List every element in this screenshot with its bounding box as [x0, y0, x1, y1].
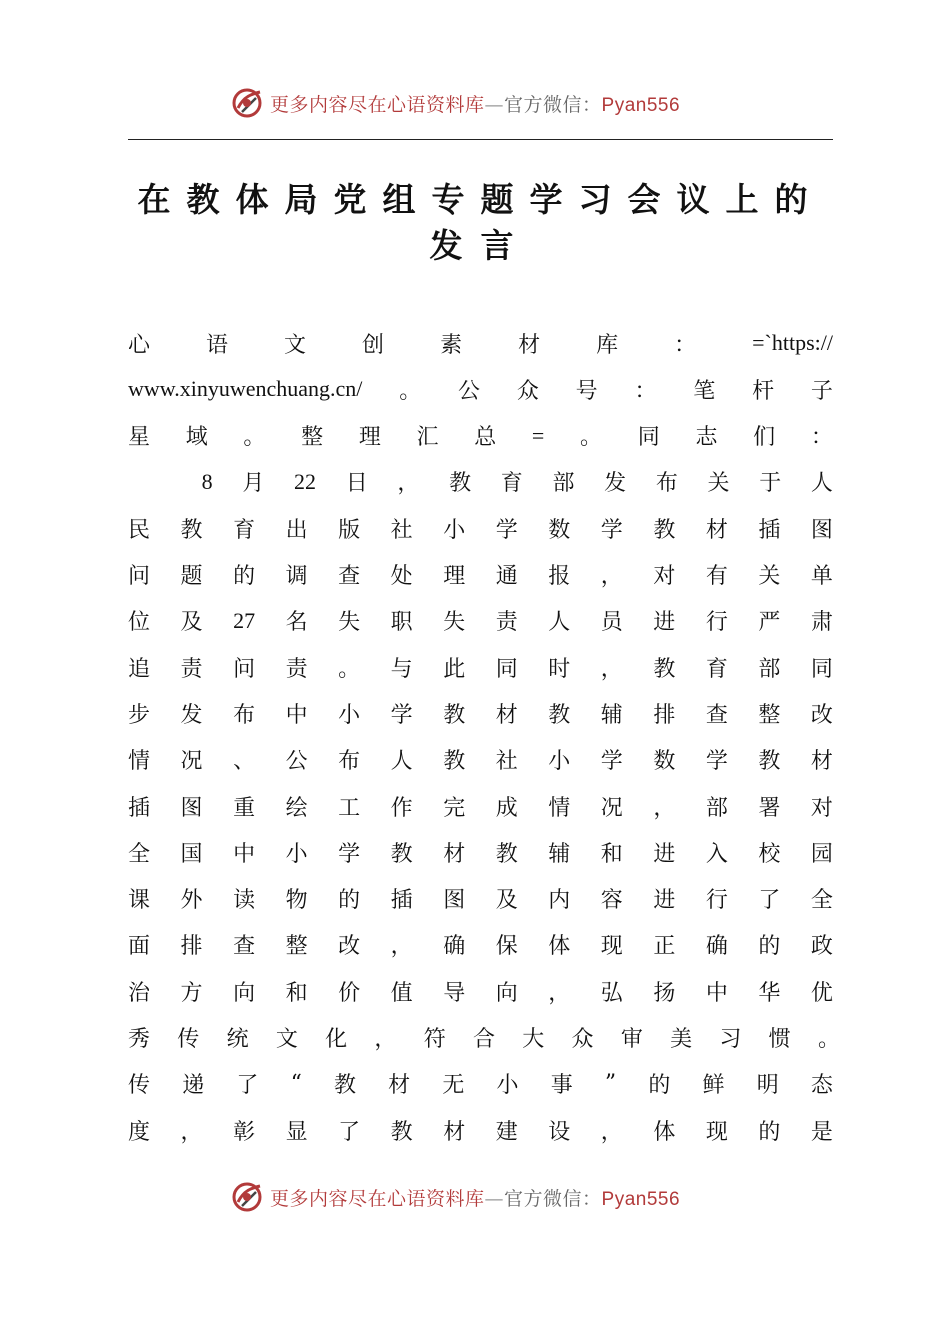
- body-char: 。: [243, 425, 266, 451]
- body-line: [128, 829, 833, 875]
- body-char: 况: [180, 749, 203, 775]
- body-char: =`https://: [752, 330, 833, 355]
- body-line: [128, 876, 833, 922]
- body-char: 发: [604, 471, 627, 497]
- body-char: 星: [128, 425, 151, 451]
- body-char: 。: [338, 656, 361, 682]
- body-char: 。: [580, 425, 603, 451]
- body-char: 无: [442, 1073, 465, 1099]
- body-char: 文: [284, 332, 307, 358]
- body-char: ，: [390, 934, 413, 960]
- body-char: 步: [128, 702, 151, 728]
- body-char: 域: [185, 425, 208, 451]
- body-char: 园: [810, 841, 833, 867]
- body-char: 大: [522, 1027, 545, 1052]
- body-char: 理: [358, 425, 381, 451]
- body-char: 值: [390, 980, 413, 1006]
- body-char: 、: [233, 749, 256, 775]
- body-char: 体: [548, 934, 571, 960]
- body-char: 杆: [752, 378, 775, 404]
- header-site-text: 更多内容尽在心语资料库: [270, 94, 485, 116]
- body-char: 递: [182, 1073, 205, 1099]
- body-char: 小: [338, 702, 361, 728]
- body-char: 数: [653, 749, 676, 775]
- body-line: [128, 366, 833, 412]
- body-char: 素: [440, 332, 463, 358]
- body-char: 部: [552, 471, 575, 497]
- body-char: 库: [596, 332, 619, 358]
- body-char: 情: [128, 749, 151, 775]
- body-char: 校: [758, 841, 781, 867]
- body-char: 事: [550, 1073, 573, 1099]
- body-char: 情: [548, 795, 571, 821]
- body-char: 成: [495, 795, 518, 821]
- body-char: 小: [496, 1073, 519, 1099]
- body-line: [128, 1107, 833, 1153]
- body-char: www.xinyuwenchuang.cn/: [128, 376, 363, 402]
- footer-wechat-label: 官方微信：: [504, 1188, 602, 1210]
- body-char: 鲜: [702, 1073, 725, 1099]
- body-char: 总: [474, 425, 497, 451]
- body-char: 单: [810, 564, 833, 589]
- body-char: “: [290, 1071, 302, 1097]
- body-char: 材: [810, 749, 833, 775]
- body-char: 统: [226, 1027, 249, 1052]
- body-char: 教: [758, 749, 781, 775]
- footer-site-text: 更多内容尽在心语资料库: [270, 1188, 485, 1210]
- body-char: 严: [758, 610, 781, 636]
- body-char: 审: [620, 1027, 643, 1052]
- brand-logo-icon: [230, 86, 266, 120]
- body-char: 语: [206, 332, 229, 358]
- body-char: 人: [810, 471, 833, 497]
- body-char: 现: [600, 934, 623, 960]
- body-char: 向: [233, 980, 256, 1006]
- body-char: 中: [705, 980, 728, 1006]
- body-char: 建: [495, 1119, 518, 1145]
- body-char: 全: [810, 888, 833, 914]
- body-char: 号: [575, 378, 598, 404]
- body-char: 有: [705, 564, 728, 589]
- body-char: 问: [233, 656, 256, 682]
- body-char: 责: [495, 610, 518, 636]
- body-char: 改: [810, 702, 833, 728]
- body-char: 出: [285, 517, 308, 543]
- body-char: 材: [443, 841, 466, 867]
- body-char: 教: [495, 841, 518, 867]
- body-char: 报: [548, 564, 571, 589]
- body-line: [128, 552, 833, 598]
- body-char: 追: [128, 656, 151, 682]
- body-char: 现: [705, 1119, 728, 1145]
- body-line: [128, 505, 833, 551]
- body-char: 同: [810, 656, 833, 682]
- body-char: 面: [128, 934, 151, 960]
- header-banner: [0, 82, 950, 122]
- body-char: 图: [443, 888, 466, 914]
- body-char: 公: [458, 378, 481, 404]
- body-line: [128, 459, 833, 505]
- body-char: 署: [758, 795, 781, 821]
- body-char: 辅: [548, 841, 571, 867]
- body-char: 理: [443, 564, 466, 589]
- body-char: 和: [600, 841, 623, 867]
- body-char: 教: [449, 471, 472, 497]
- body-char: 了: [758, 888, 781, 914]
- body-char: 调: [285, 564, 308, 589]
- body-char: 习: [719, 1027, 742, 1052]
- body-char: 汇: [416, 425, 439, 451]
- body-char: 查: [338, 564, 361, 589]
- body-char: 月: [242, 471, 265, 497]
- body-char: 治: [128, 980, 151, 1006]
- body-char: 关: [707, 471, 730, 497]
- body-char: 课: [128, 888, 151, 914]
- body-char: 整: [758, 702, 781, 728]
- body-char: 小: [548, 749, 571, 775]
- body-char: 查: [233, 934, 256, 960]
- body-char: 志: [695, 425, 718, 451]
- body-char: 失: [338, 610, 361, 636]
- body-char: 优: [810, 980, 833, 1006]
- body-char: ，: [600, 1119, 623, 1145]
- body-char: 心: [128, 332, 151, 358]
- body-char: 容: [600, 888, 623, 914]
- body-line: [128, 737, 833, 783]
- body-char: 了: [236, 1073, 259, 1099]
- body-char: ，: [180, 1119, 203, 1145]
- body-char: 排: [653, 702, 676, 728]
- body-char: 责: [180, 656, 203, 682]
- body-char: 。: [399, 378, 422, 404]
- body-char: 行: [705, 888, 728, 914]
- body-char: 教: [390, 1119, 413, 1145]
- body-char: 员: [600, 610, 623, 636]
- body-char: 学: [600, 749, 623, 775]
- document-title-line-2: 发言: [429, 226, 532, 265]
- body-char: ，: [397, 471, 420, 497]
- body-char: 材: [518, 332, 541, 358]
- body-line: [128, 413, 833, 459]
- body-char: 中: [285, 702, 308, 728]
- body-char: 育: [500, 471, 523, 497]
- body-char: 处: [390, 564, 413, 589]
- body-char: 度: [128, 1119, 151, 1145]
- body-char: 整: [301, 425, 324, 451]
- body-char: 学: [495, 517, 518, 543]
- body-char: 教: [548, 702, 571, 728]
- body-char: 于: [759, 471, 782, 497]
- body-char: ，: [548, 980, 571, 1006]
- body-char: 题: [180, 564, 203, 589]
- body-char: 化: [325, 1027, 348, 1052]
- body-char: ：: [810, 425, 833, 451]
- body-char: 美: [670, 1027, 693, 1052]
- body-char: 失: [443, 610, 466, 636]
- body-char: 教: [443, 702, 466, 728]
- body-char: 们: [753, 425, 776, 451]
- body-char: 重: [233, 795, 256, 821]
- body-char: 显: [285, 1119, 308, 1145]
- body-line: [128, 644, 833, 690]
- body-char: 版: [338, 517, 361, 543]
- body-char: 进: [653, 610, 676, 636]
- body-char: 保: [495, 934, 518, 960]
- body-char: 公: [285, 749, 308, 775]
- body-char: 众: [571, 1027, 594, 1052]
- body-char: 时: [548, 656, 571, 682]
- body-char: 完: [443, 795, 466, 821]
- body-char: 进: [653, 888, 676, 914]
- body-char: 材: [388, 1073, 411, 1099]
- body-char: 对: [810, 795, 833, 821]
- body-char: 排: [180, 934, 203, 960]
- body-char: 社: [390, 517, 413, 543]
- body-char: 同: [637, 425, 660, 451]
- body-char: 图: [180, 795, 203, 821]
- body-line: [128, 968, 833, 1014]
- body-char: 教: [653, 517, 676, 543]
- body-char: 及: [180, 610, 203, 636]
- body-char: 入: [705, 841, 728, 867]
- body-char: =: [531, 422, 545, 448]
- body-char: 子: [810, 378, 833, 404]
- body-char: 教: [180, 517, 203, 543]
- body-char: 与: [390, 656, 413, 682]
- body-char: 了: [338, 1119, 361, 1145]
- body-char: ，: [653, 795, 676, 821]
- body-char: 问: [128, 564, 151, 589]
- body-char: 合: [472, 1027, 495, 1052]
- body-char: 整: [285, 934, 308, 960]
- body-char: 插: [128, 795, 151, 821]
- body-char: ：: [674, 332, 697, 358]
- body-char: 部: [758, 656, 781, 682]
- header-divider: [128, 139, 833, 140]
- brand-logo-icon: [230, 1180, 266, 1214]
- body-line: [128, 598, 833, 644]
- body-char: 布: [338, 749, 361, 775]
- body-char: 进: [653, 841, 676, 867]
- body-char: 国: [180, 841, 203, 867]
- body-line: [128, 320, 833, 366]
- body-char: 民: [128, 517, 151, 543]
- body-char: 方: [180, 980, 203, 1006]
- body-char: 确: [705, 934, 728, 960]
- body-char: 辅: [600, 702, 623, 728]
- body-char: 同: [495, 656, 518, 682]
- body-char: 职: [390, 610, 413, 636]
- body-char: 政: [810, 934, 833, 960]
- body-line: [128, 690, 833, 736]
- body-char: 弘: [600, 980, 623, 1006]
- body-char: 育: [705, 656, 728, 682]
- body-char: 笔: [693, 378, 716, 404]
- body-char: 学: [390, 702, 413, 728]
- body-char: 秀: [128, 1027, 151, 1052]
- body-char: 外: [180, 888, 203, 914]
- body-char: 价: [338, 980, 361, 1006]
- body-char: 材: [495, 702, 518, 728]
- header-wechat-label: 官方微信：: [504, 94, 602, 116]
- body-char: 教: [390, 841, 413, 867]
- body-char: 及: [495, 888, 518, 914]
- body-char: ”: [604, 1071, 617, 1097]
- body-char: 导: [443, 980, 466, 1006]
- body-char: 育: [233, 517, 256, 543]
- body-line: [128, 1061, 833, 1107]
- body-char: 学: [705, 749, 728, 775]
- body-char: 的: [233, 564, 256, 589]
- body-char: 是: [810, 1119, 833, 1145]
- body-char: 彰: [233, 1119, 256, 1145]
- body-char: 教: [443, 749, 466, 775]
- body-char: 。: [817, 1027, 840, 1052]
- body-char: 和: [285, 980, 308, 1006]
- body-char: 学: [338, 841, 361, 867]
- body-char: 8: [201, 468, 213, 494]
- body-char: 读: [233, 888, 256, 914]
- body-char: 教: [653, 656, 676, 682]
- body-char: 体: [653, 1119, 676, 1145]
- body-char: 图: [810, 517, 833, 543]
- body-char: 插: [758, 517, 781, 543]
- body-char: 作: [390, 795, 413, 821]
- body-char: 学: [600, 517, 623, 543]
- body-char: 设: [548, 1119, 571, 1145]
- body-char: 正: [653, 934, 676, 960]
- body-char: 全: [128, 841, 151, 867]
- body-char: 中: [233, 841, 256, 867]
- body-char: 传: [177, 1027, 200, 1052]
- body-line: [128, 922, 833, 968]
- body-char: 的: [758, 934, 781, 960]
- body-char: 关: [758, 564, 781, 589]
- footer-banner-text: [270, 1184, 680, 1211]
- header-wechat-id: Pyan556: [601, 95, 681, 116]
- body-char: 扬: [653, 980, 676, 1006]
- footer-dash: —: [484, 1188, 505, 1210]
- body-char: 责: [285, 656, 308, 682]
- body-line: [128, 783, 833, 829]
- body-char: 的: [648, 1073, 671, 1099]
- body-char: 传: [128, 1073, 151, 1099]
- footer-banner: [0, 1176, 950, 1216]
- body-char: 向: [495, 980, 518, 1006]
- body-char: 惯: [768, 1027, 791, 1052]
- body-char: 物: [285, 888, 308, 914]
- body-char: 名: [285, 610, 308, 636]
- body-char: 发: [180, 702, 203, 728]
- body-line: [128, 1015, 840, 1061]
- body-char: 明: [756, 1073, 779, 1099]
- body-char: 绘: [285, 795, 308, 821]
- body-char: 肃: [810, 610, 833, 636]
- body-char: 部: [705, 795, 728, 821]
- body-char: 行: [705, 610, 728, 636]
- body-char: 对: [653, 564, 676, 589]
- body-char: 人: [390, 749, 413, 775]
- body-char: 小: [285, 841, 308, 867]
- body-char: 日: [345, 471, 368, 497]
- header-dash: —: [484, 94, 505, 116]
- body-char: 位: [128, 610, 151, 636]
- body-char: 布: [655, 471, 678, 497]
- body-char: 改: [338, 934, 361, 960]
- body-char: 人: [548, 610, 571, 636]
- body-char: 材: [705, 517, 728, 543]
- body-char: 况: [600, 795, 623, 821]
- body-char: 工: [338, 795, 361, 821]
- body-char: 布: [233, 702, 256, 728]
- body-char: 华: [758, 980, 781, 1006]
- body-char: 众: [516, 378, 539, 404]
- body-char: 文: [275, 1027, 298, 1052]
- document-title-line-1: 在教体局党组专题学习会议上的: [137, 180, 824, 219]
- body-char: 通: [495, 564, 518, 589]
- body-char: 22: [294, 468, 317, 494]
- body-char: 材: [443, 1119, 466, 1145]
- body-char: 的: [338, 888, 361, 914]
- body-char: 小: [443, 517, 466, 543]
- body-char: 确: [443, 934, 466, 960]
- body-char: 内: [548, 888, 571, 914]
- body-char: 数: [548, 517, 571, 543]
- body-char: 教: [333, 1073, 356, 1099]
- body-char: ，: [600, 564, 623, 589]
- body-char: 此: [443, 656, 466, 682]
- body-char: ，: [600, 656, 623, 682]
- header-banner-text: [270, 90, 680, 117]
- body-char: 社: [495, 749, 518, 775]
- body-char: ：: [634, 378, 657, 404]
- body-char: 插: [390, 888, 413, 914]
- body-char: 27: [233, 607, 256, 633]
- body-char: 创: [362, 332, 385, 358]
- footer-wechat-id: Pyan556: [601, 1189, 681, 1210]
- body-char: 查: [705, 702, 728, 728]
- body-char: 态: [810, 1073, 833, 1099]
- body-char: ，: [374, 1027, 397, 1052]
- body-char: 的: [758, 1119, 781, 1145]
- body-char: 符: [423, 1027, 446, 1052]
